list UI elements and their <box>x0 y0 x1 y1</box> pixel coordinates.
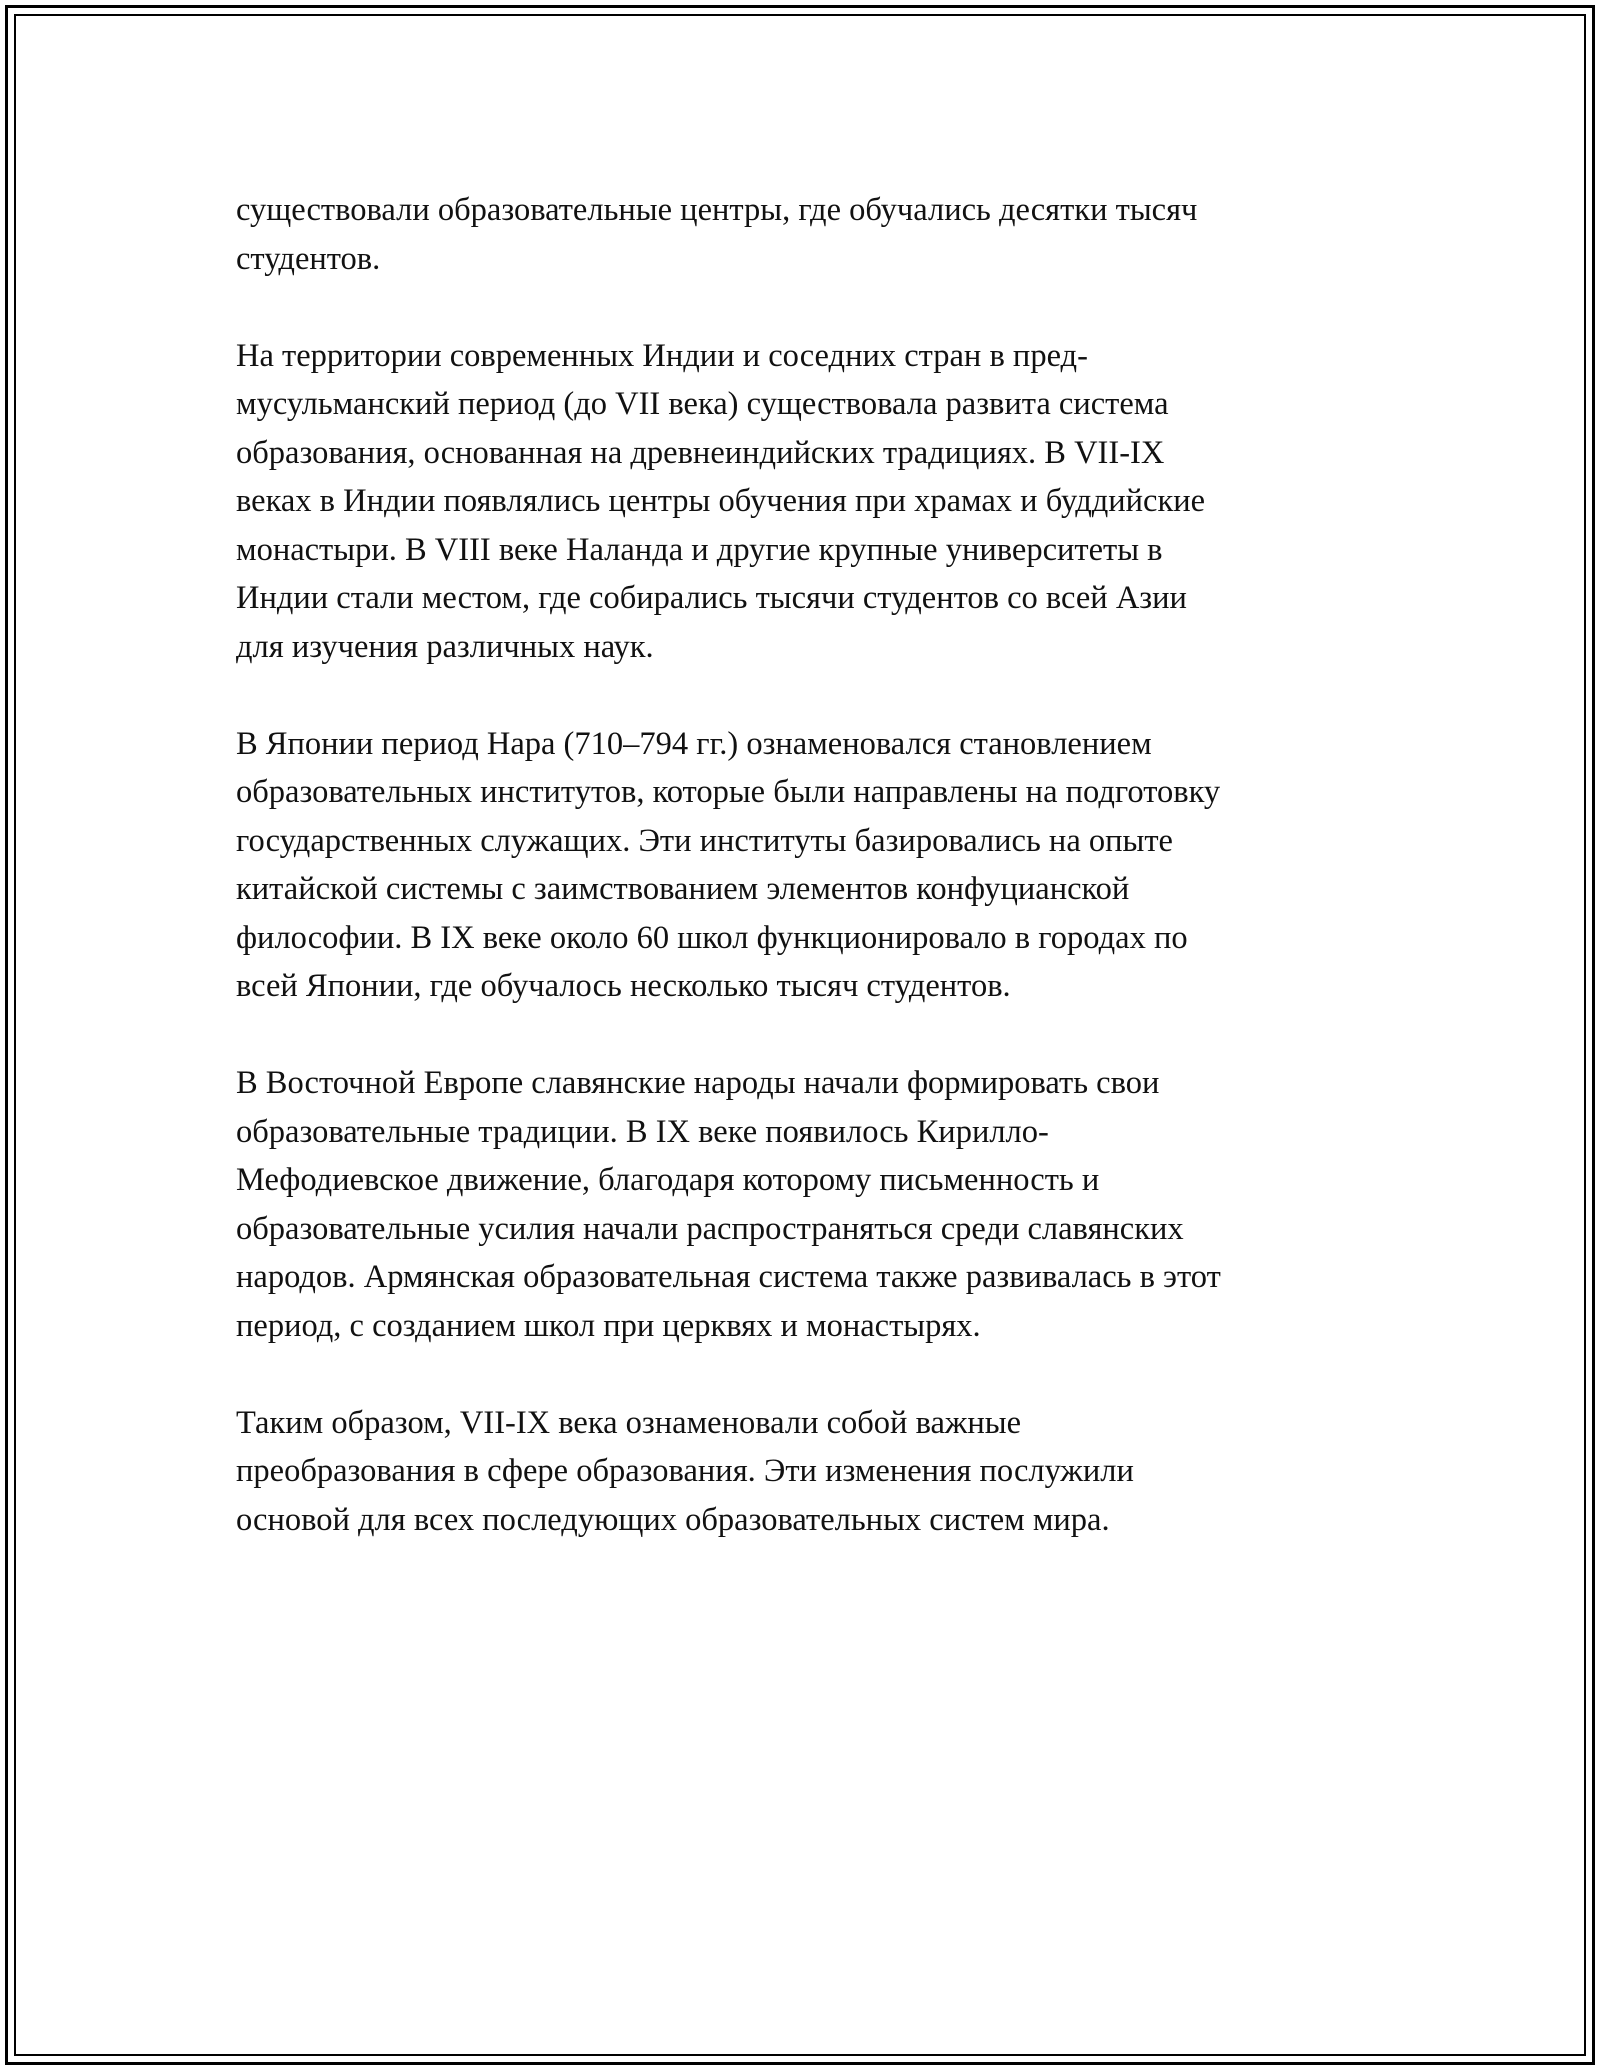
paragraph-2: На территории современных Индии и соседних стран в пред- мусульманский период (до VII века) существовала развита система образования, основанная на древнеиндийских традициях. В VII-IX веках в Индии появлялись центры обучения при храмах и буддийские монастыри. В VIII веке Наланда и другие крупные университеты в Индии стали местом, где собирались тысячи студентов со всей Азии для изучения различных наук. <box>236 337 1206 665</box>
paragraph-5: Таким образом, VII-IX века ознаменовали собой важные преобразования в сфере образования. Эти изменения послужили основой для всех последующих образовательных систем мира. <box>236 1404 1134 1538</box>
document-body <box>236 186 1386 1544</box>
paragraph-4: В Восточной Европе славянские народы начали формировать свои образовательные традиции. В IX веке появилось Кирилло- Мефодиевское движение, благодаря которому письменность и образовательные усилия начали распространяться среди славянских народов. Армянская образовательная система также развивалась в этот период, с созданием школ при церквях и монастырях. <box>236 1065 1221 1344</box>
paragraph-1: существовали образовательные центры, где обучались десятки тысяч студентов. <box>236 192 1198 277</box>
paragraph-3: В Японии период Нара (710–794 гг.) ознаменовался становлением образовательных институтов, которые были направлены на подготовку государственных служащих. Эти институты базировались на опыте китайской системы с заимствованием элементов конфуцианской философии. В IX веке около 60 школ функционировало в городах по всей Японии, где обучалось несколько тысяч студентов. <box>236 725 1221 1004</box>
